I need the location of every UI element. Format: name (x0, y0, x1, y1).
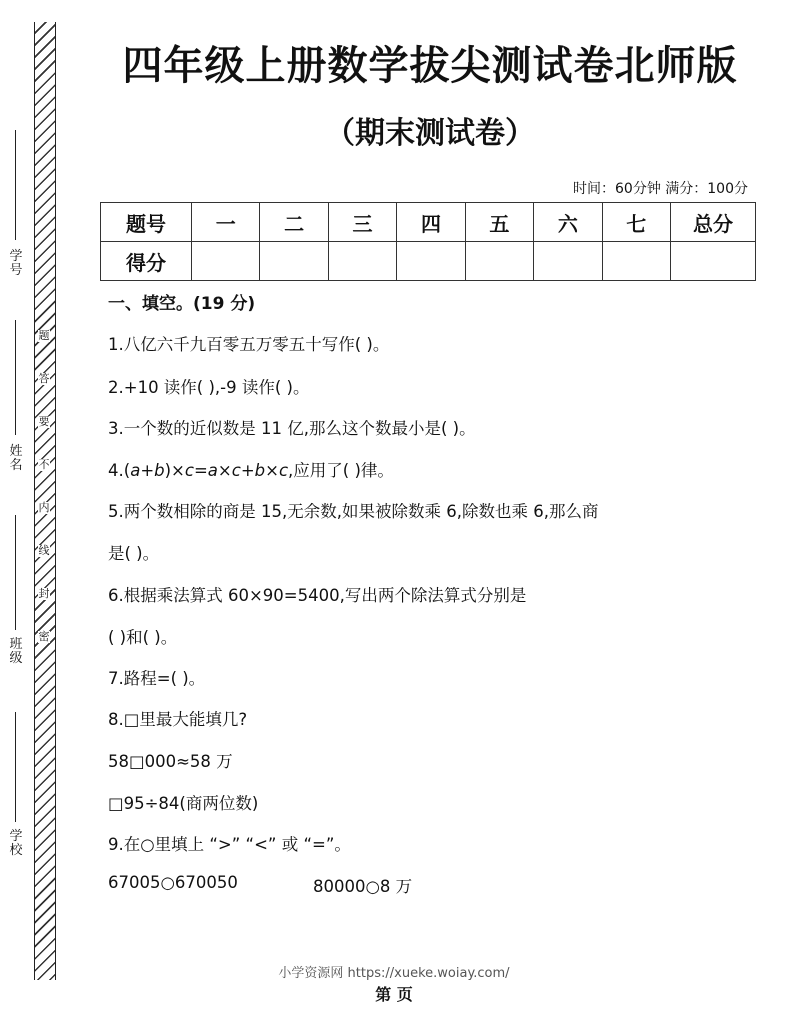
question-3: 3.一个数的近似数是 11 亿,那么这个数最小是( )。 (108, 419, 476, 438)
binding-margin (0, 0, 72, 1012)
seal-char: 密 (38, 630, 50, 643)
score-cell[interactable] (602, 242, 670, 281)
question-7: 7.路程=( )。 (108, 669, 206, 688)
name-label: 姓名 (9, 444, 23, 473)
header-cell: 七 (602, 203, 670, 242)
q4-var: c (231, 461, 241, 480)
time-score-info: 时间：60分钟 满分：100分 (573, 181, 748, 197)
header-cell: 五 (465, 203, 533, 242)
q4-text: = (193, 461, 208, 480)
score-table-header-row (101, 203, 756, 242)
score-cell[interactable] (397, 242, 465, 281)
score-cell[interactable] (465, 242, 533, 281)
seal-warning-text (38, 330, 50, 674)
q4-var: b (254, 461, 266, 480)
header-cell: 四 (397, 203, 465, 242)
question-9b: 80000○8 万 (313, 877, 413, 896)
seal-char: 答 (38, 372, 50, 385)
question-8a: 58□000≈58 万 (108, 752, 233, 771)
question-6-line1: 6.根据乘法算式 60×90=5400,写出两个除法算式分别是 (108, 586, 527, 605)
question-9: 9.在○里填上 “>” “<” 或 “=”。 (108, 835, 351, 854)
question-8: 8.□里最大能填几? (108, 710, 248, 729)
header-cell: 三 (328, 203, 396, 242)
q4-text: × (217, 461, 232, 480)
section-heading: 一、填空。(19 分) (108, 294, 256, 314)
score-cell[interactable] (328, 242, 396, 281)
id-label: 学号 (9, 249, 23, 278)
score-cell[interactable] (534, 242, 602, 281)
score-table-score-row (101, 242, 756, 281)
score-cell[interactable] (671, 242, 756, 281)
header-cell: 六 (534, 203, 602, 242)
page-subtitle: （期末测试卷） (325, 116, 535, 151)
name-blank-line[interactable] (15, 320, 16, 435)
header-cell: 总分 (671, 203, 756, 242)
header-cell: 一 (192, 203, 260, 242)
q4-text: × (265, 461, 279, 480)
q4-text: + (140, 461, 155, 480)
q4-text: ,应用了( )律。 (288, 461, 394, 480)
score-table (100, 202, 756, 281)
q4-text: + (240, 461, 255, 480)
question-2: 2.+10 读作( ),-9 读作( )。 (108, 378, 310, 397)
q4-var: a (130, 461, 141, 480)
header-cell: 二 (260, 203, 328, 242)
question-4 (108, 457, 394, 481)
id-blank-line[interactable] (15, 130, 16, 240)
seal-char: 线 (38, 544, 50, 557)
q4-text: )× (164, 461, 185, 480)
seal-char: 题 (38, 329, 50, 342)
score-label-cell: 得分 (101, 242, 192, 281)
score-cell[interactable] (192, 242, 260, 281)
q4-var: c (278, 461, 289, 480)
school-label: 学校 (9, 829, 23, 858)
q4-var: c (184, 461, 194, 480)
question-5-line2: 是( )。 (108, 544, 160, 563)
score-cell[interactable] (260, 242, 328, 281)
question-6-line2: ( )和( )。 (108, 628, 178, 647)
seal-char: 内 (38, 501, 50, 514)
class-blank-line[interactable] (15, 515, 16, 630)
seal-char: 封 (38, 587, 50, 600)
question-8b: □95÷84(商两位数) (108, 794, 259, 813)
q4-var: b (154, 461, 165, 480)
question-9a: 67005○670050 (108, 873, 238, 892)
q4-var: a (207, 461, 218, 480)
seal-char: 要 (38, 415, 50, 428)
class-label: 班级 (9, 637, 23, 666)
source-footer: 小学资源网 https://xueke.woiay.com/ (278, 966, 510, 981)
school-blank-line[interactable] (15, 712, 16, 822)
question-5-line1: 5.两个数相除的商是 15,无余数,如果被除数乘 6,除数也乘 6,那么商 (108, 502, 599, 521)
page-title: 四年级上册数学拔尖测试卷北师版 (122, 43, 738, 89)
header-cell: 题号 (101, 203, 192, 242)
page-number: 第 页 (375, 985, 413, 1004)
seal-char: 不 (38, 458, 50, 471)
q4-text: 4.( (108, 461, 131, 480)
question-1: 1.八亿六千九百零五万零五十写作( )。 (108, 335, 390, 354)
